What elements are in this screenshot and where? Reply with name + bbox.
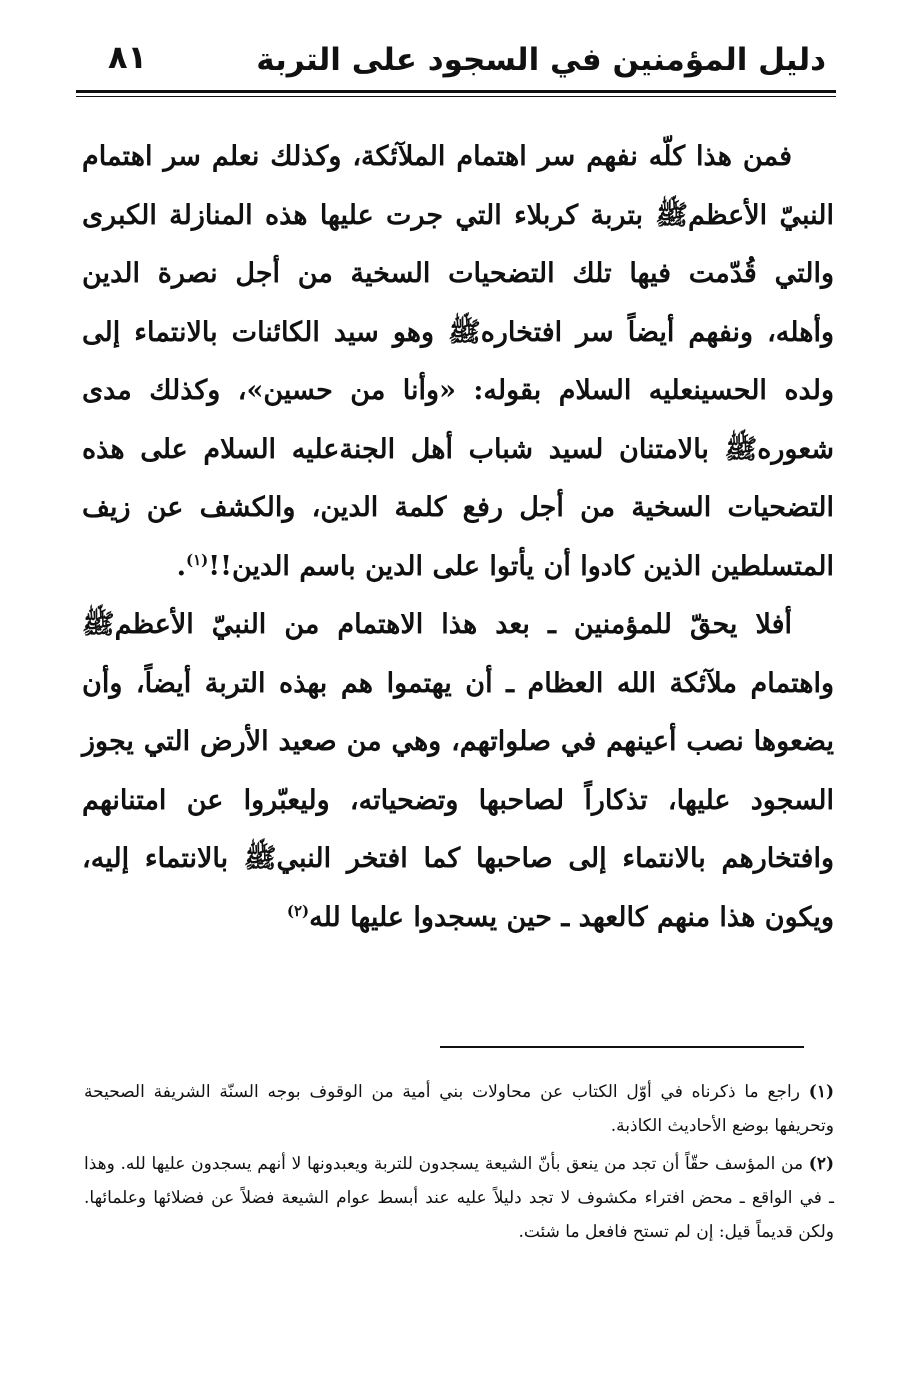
header-title: دليل المؤمنين في السجود على التربة bbox=[256, 42, 826, 78]
footnote-text: راجع ما ذكرناه في أوّل الكتاب عن محاولات بني أمية من الوقوف بوجه السنّة الشريفة الصحيحة وتحريفها بوضع الأحاديث الكاذبة. bbox=[84, 1082, 834, 1136]
page-number: ٨١ bbox=[108, 38, 148, 76]
header-rule-thin bbox=[76, 96, 836, 97]
header-rule-thick bbox=[76, 90, 836, 93]
paragraph bbox=[82, 596, 834, 947]
footnote-number: (١) bbox=[808, 1082, 834, 1102]
footnotes bbox=[84, 1075, 834, 1253]
running-header bbox=[76, 34, 836, 90]
footnote bbox=[84, 1147, 834, 1249]
paragraph-text: فمن هذا كلّه نفهم سر اهتمام الملآئكة، وكذلك نعلم سر اهتمام النبيّ الأعظمﷺ بتربة كربلاء التي جرت عليها هذه المنازلة الكبرى والتي قُدّمت فيها تلك التضحيات السخية من أجل نصرة الدين وأهله، ونفهم أيضاً سر افتخارهﷺ وهو سيد الكائنات بالانتماء إلى ولده الحسينعليه السلام بقوله: «وأنا من حسين»، وكذلك مدى شعورهﷺ بالامتنان لسيد شباب أهل الجنةعليه السلام على هذه التضحيات السخية من أجل رفع كلمة الدين، والكشف عن زيف المتسلطين الذين كادوا أن يأتوا على الدين باسم الدين!! bbox=[82, 141, 834, 582]
footnote-separator bbox=[440, 1046, 804, 1048]
footnote-reference[interactable]: (٢) bbox=[286, 901, 310, 920]
footnote-reference[interactable]: (١) bbox=[185, 550, 209, 569]
footnote bbox=[84, 1075, 834, 1143]
footnote-text: من المؤسف حقّاً أن تجد من ينعق بأنّ الشيعة يسجدون للتربة ويعبدونها لا أنهم يسجدون عليها لله. وهذا ـ في الواقع ـ محض افتراء مكشوف لا تجد دليلاً عليه عند أبسط عوام الشيعة فضلاً عن فضلائها وعلمائها. ولكن قديماً قيل: إن لم تستح فافعل ما شئت. bbox=[84, 1154, 834, 1242]
paragraph-text: أفلا يحقّ للمؤمنين ـ بعد هذا الاهتمام من النبيّ الأعظمﷺ واهتمام ملآئكة الله العظام ـ أن يهتموا هم بهذه التربة أيضاً، وأن يضعوها نصب أعينهم في صلواتهم، وهي من صعيد الأرض التي يجوز السجود عليها، تذكاراً لصاحبها وتضحياته، وليعبّروا عن امتنانهم وافتخارهم بالانتماء إلى صاحبها كما افتخر النبيﷺ بالانتماء إليه، ويكون هذا منهم كالعهد ـ حين يسجدوا عليها لله bbox=[82, 609, 834, 933]
main-text bbox=[82, 128, 834, 947]
paragraph: فمن هذا كلّه نفهم سر اهتمام الملآئكة، وكذلك نعلم سر اهتمام النبيّ الأعظمﷺ بتربة كربلاء التي جرت عليها هذه المنازلة الكبرى والتي قُدّمت فيها تلك التضحيات السخية من أجل نصرة الدين وأهله، ونفهم أيضاً سر افتخارهﷺ وهو سيد الكائنات بالانتماء إلى ولده الحسينعليه السلام بقوله: «وأنا من حسين»، وكذلك مدى شعورهﷺ بالامتنان لسيد شباب أهل الجنةعليه السلام على هذه التضحيات السخية من أجل رفع كلمة الدين، والكشف عن زيف المتسلطين الذين كادوا أن يأتوا على الدين باسم الدين!!$^{(١)}$. bbox=[82, 141, 834, 582]
footnote-number: (٢) bbox=[808, 1154, 835, 1174]
